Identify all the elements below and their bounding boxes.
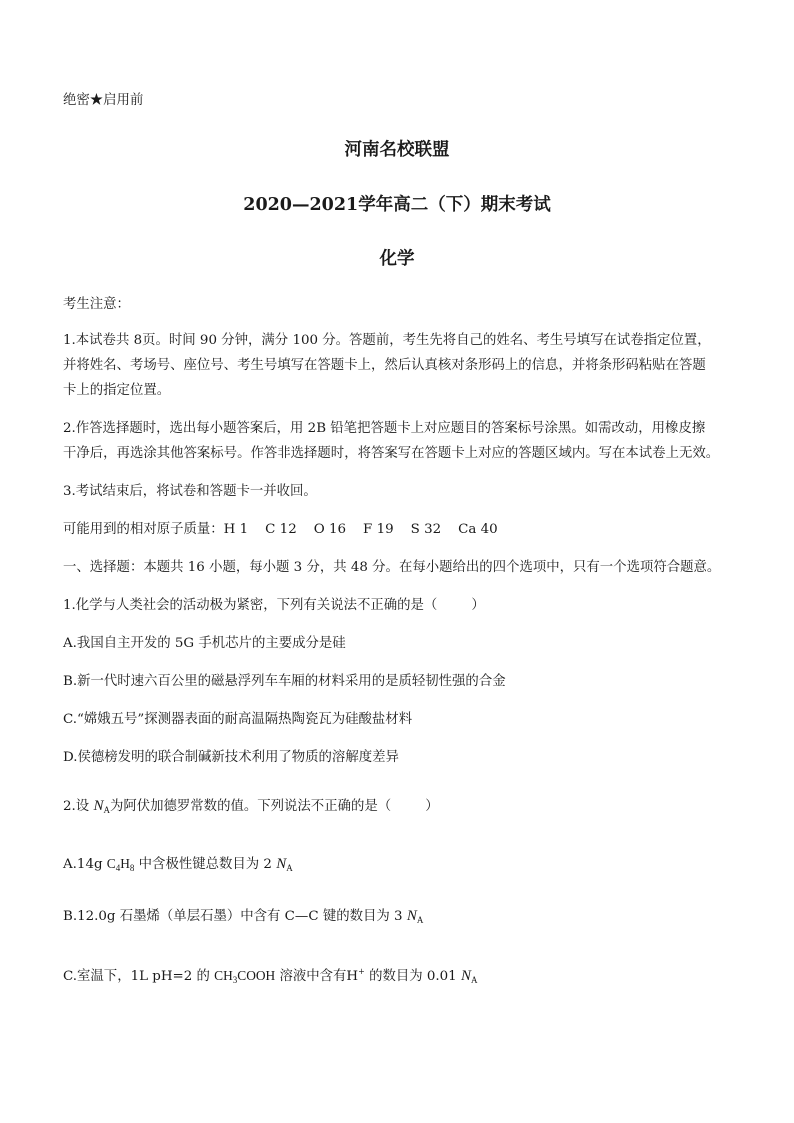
secret-label: 绝密★启用前	[63, 93, 144, 108]
question-1-option-c: C.“嫦娥五号”探测器表面的耐高温隔热陶瓷瓦为硅酸盐材料	[63, 712, 413, 727]
subject-title: 化学	[379, 249, 415, 269]
note-2-line-2: 干净后，再选涂其他答案标号。作答非选择题时，将答案写在答题卡上对应的答题区域内。写在本试卷上无效。	[63, 446, 720, 461]
alliance-title: 河南名校联盟	[344, 140, 450, 160]
question-2-option-b: B.12.0g 石墨烯（单层石墨）中含有 C—C 键的数目为 3 $N_A$	[63, 908, 424, 925]
exam-title: 2020—2021学年高二（下）期末考试	[243, 195, 551, 215]
question-1-stem: 1.化学与人类社会的活动极为紧密，下列有关说法不正确的是（ ）	[63, 598, 485, 613]
avogadro-symbol: $N_A$	[276, 856, 293, 873]
question-2-stem: 2.设 $N_A$为阿伏加德罗常数的值。下列说法不正确的是（ ）	[63, 798, 439, 815]
atomic-masses: 可能用到的相对原子质量：H 1 C 12 O 16 F 19 S 32 Ca 40	[63, 522, 498, 537]
question-2-option-a: A.14g $C_4H_8$ 中含极性键总数目为 2 $N_A$	[63, 856, 293, 873]
question-1-option-a: A.我国自主开发的 5G 手机芯片的主要成分是硅	[63, 636, 346, 651]
note-3: 3.考试结束后，将试卷和答题卡一并收回。	[63, 484, 317, 499]
note-1-line-2: 并将姓名、考场号、座位号、考生号填写在答题卡上，然后认真核对条形码上的信息，并将条形码粘贴在答题	[63, 358, 706, 373]
avogadro-symbol: $N_A$	[93, 798, 110, 815]
note-1-line-1: 1.本试卷共 8页。时间 90 分钟，满分 100 分。答题前，考生先将自己的姓名、考生号填写在试卷指定位置，	[63, 333, 711, 348]
formula-ch3cooh: $CH_3COOH$	[214, 968, 276, 985]
question-1-option-b: B.新一代时速六百公里的磁悬浮列车车厢的材料采用的是质轻韧性强的合金	[63, 674, 506, 689]
avogadro-symbol: $N_A$	[460, 968, 478, 985]
notes-title: 考生注意：	[63, 297, 130, 312]
formula-c4h8: $C_4H_8$	[106, 856, 135, 873]
note-2-line-1: 2.作答选择题时，选出每小题答案后，用 2B 铅笔把答题卡上对应题目的答案标号涂黑。如需改动，用橡皮擦	[63, 421, 706, 436]
question-2-option-c: C.室温下，1L pH=2 的 $CH_3COOH$ 溶液中含有H+ 的数目为 0.01 $N_A$	[63, 967, 478, 985]
section-1-heading: 一、选择题：本题共 16 小题，每小题 3 分，共 48 分。在每小题给出的四个选项中，只有一个选项符合题意。	[63, 560, 721, 575]
note-1-line-3: 卡上的指定位置。	[63, 383, 171, 398]
question-1-option-d: D.侯德榜发明的联合制碱新技术利用了物质的溶解度差异	[63, 750, 399, 765]
avogadro-symbol: $N_A$	[406, 908, 424, 925]
